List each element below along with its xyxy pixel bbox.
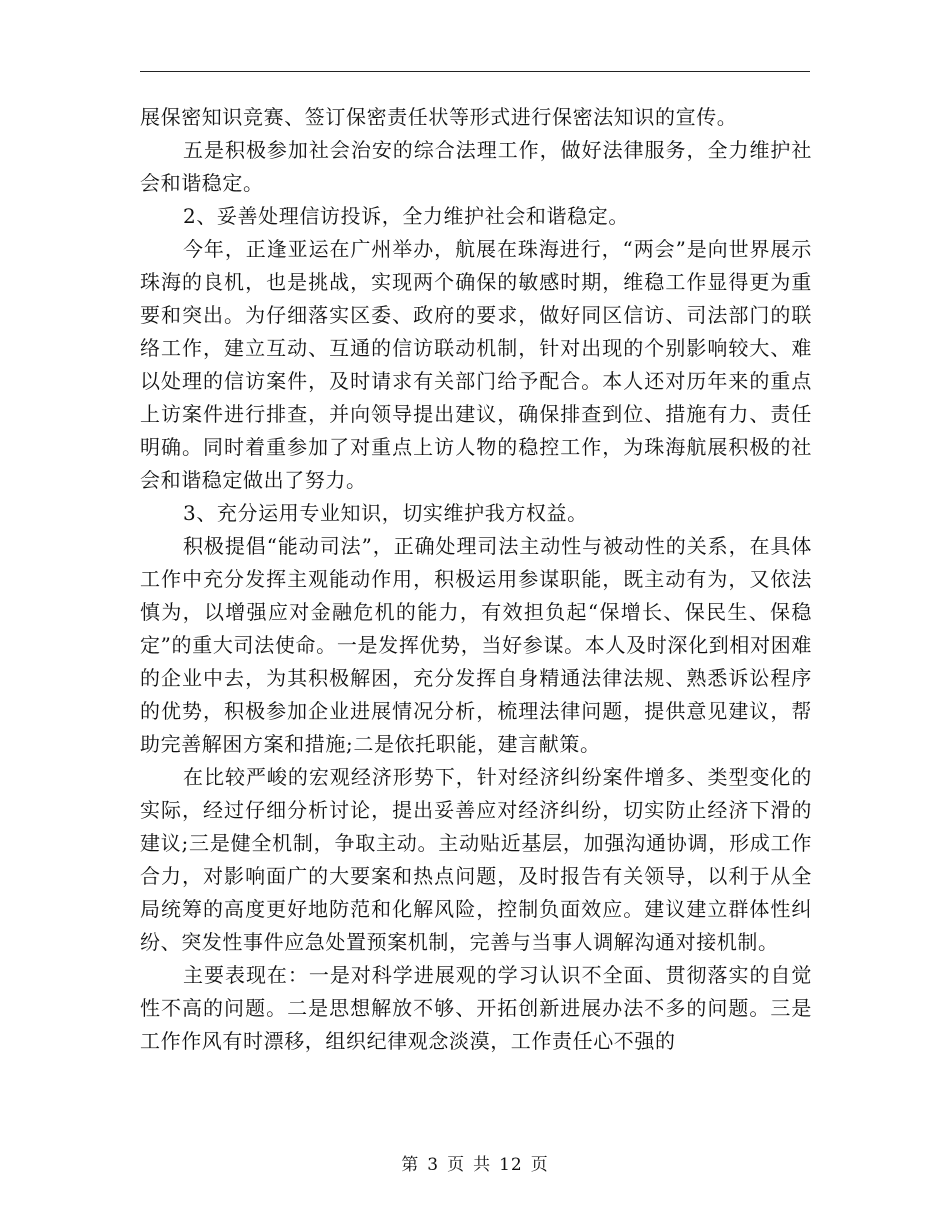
paragraph: 今年，正逢亚运在广州举办，航展在珠海进行，“两会”是向世界展示珠海的良机，也是挑战，实现两个确保的敏感时期，维稳工作显得更为重要和突出。为仔细落实区委、政府的要求，做好同区信访、司法部门的联络工作，建立互动、互通的信访联动机制，针对出现的个别影响较大、难以处理的信访案件，及时请求有关部门给予配合。本人还对历年来的重点上访案件进行排查，并向领导提出建议，确保排查到位、措施有力、责任明确。同时着重参加了对重点上访人物的稳控工作，为珠海航展积极的社会和谐稳定做出了努力。 (140, 237, 812, 492)
paragraph: 积极提倡“能动司法”，正确处理司法主动性与被动性的关系，在具体工作中充分发挥主观能动作用，积极运用参谋职能，既主动有为，又依法慎为，以增强应对金融危机的能力，有效担负起“保增长、保民生、保稳定”的重大司法使命。一是发挥优势，当好参谋。本人及时深化到相对困难的企业中去，为其积极解困，充分发挥自身精通法律法规、熟悉诉讼程序的优势，积极参加企业进展情况分析，梳理法律问题，提供意见建议，帮助完善解困方案和措施;二是依托职能，建言献策。 (140, 534, 812, 756)
document-body (140, 101, 812, 1058)
page-footer (0, 1153, 950, 1177)
footer-prefix: 第 (401, 1155, 420, 1175)
header-rule (140, 71, 810, 72)
paragraph: 在比较严峻的宏观经济形势下，针对经济纠纷案件增多、类型变化的实际，经过仔细分析讨论，提出妥善应对经济纠纷，切实防止经济下滑的建议;三是健全机制，争取主动。主动贴近基层，加强沟通协调，形成工作合力，对影响面广的大要案和热点问题，及时报告有关领导，以利于从全局统筹的高度更好地防范和化解风险，控制负面效应。建议建立群体性纠纷、突发性事件应急处置预案机制，完善与当事人调解沟通对接机制。 (140, 765, 812, 954)
footer-total-prefix: 共 (473, 1155, 492, 1175)
paragraph: 展保密知识竞赛、签订保密责任状等形式进行保密法知识的宣传。 (140, 105, 738, 129)
paragraph: 五是积极参加社会治安的综合法理工作，做好法律服务，全力维护社会和谐稳定。 (140, 138, 812, 195)
paragraph: 主要表现在：一是对科学进展观的学习认识不全面、贯彻落实的自觉性不高的问题。二是思想解放不够、开拓创新进展办法不多的问题。三是工作作风有时漂移，组织纪律观念淡漠，工作责任心不强的 (140, 963, 812, 1053)
section-heading: 2、妥善处理信访投诉，全力维护社会和谐稳定。 (183, 204, 629, 228)
section-heading: 3、充分运用专业知识，切实维护我方权益。 (183, 501, 588, 525)
footer-total-pages: 12 (499, 1155, 523, 1175)
footer-page-number: 3 (427, 1155, 440, 1175)
footer-total-unit: 页 (530, 1155, 549, 1175)
footer-page-unit: 页 (447, 1155, 466, 1175)
